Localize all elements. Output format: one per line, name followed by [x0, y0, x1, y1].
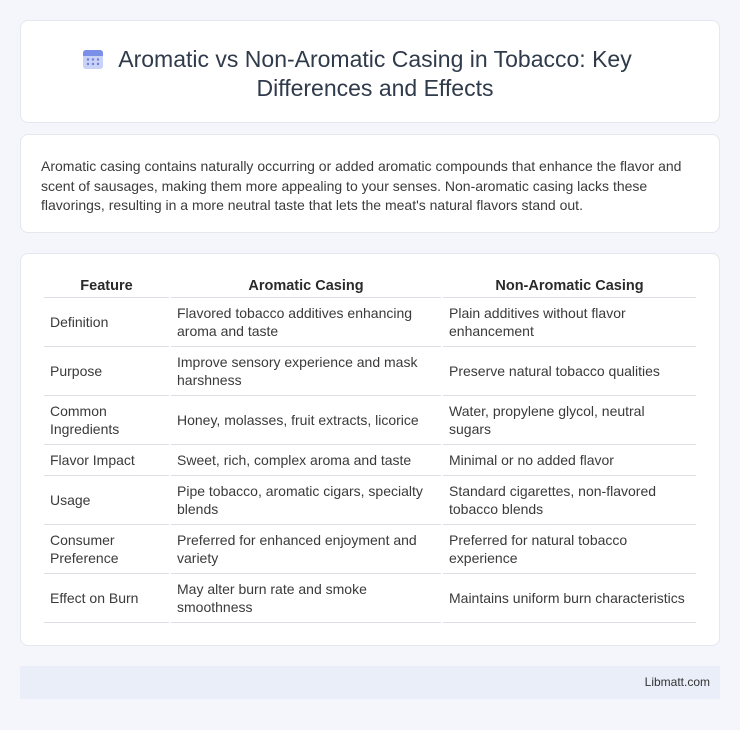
- cell-non-aromatic: Minimal or no added flavor: [443, 445, 696, 476]
- cell-feature: Usage: [44, 476, 169, 525]
- cell-feature: Definition: [44, 298, 169, 347]
- cell-feature: Flavor Impact: [44, 445, 169, 476]
- title-card: [20, 20, 720, 123]
- cell-feature: Purpose: [44, 347, 169, 396]
- cell-feature: Common Ingredients: [44, 396, 169, 445]
- header-feature: Feature: [44, 276, 169, 298]
- table-row: [44, 445, 696, 476]
- cell-non-aromatic: Preserve natural tobacco qualities: [443, 347, 696, 396]
- cell-non-aromatic: Maintains uniform burn characteristics: [443, 574, 696, 623]
- cell-feature: Consumer Preference: [44, 525, 169, 574]
- cell-feature: Effect on Burn: [44, 574, 169, 623]
- intro-card: [20, 134, 720, 233]
- cell-aromatic: Flavored tobacco additives enhancing aroma and taste: [171, 298, 441, 347]
- table-row: [44, 347, 696, 396]
- cell-non-aromatic: Preferred for natural tobacco experience: [443, 525, 696, 574]
- cell-non-aromatic: Plain additives without flavor enhancement: [443, 298, 696, 347]
- header-aromatic: Aromatic Casing: [171, 276, 441, 298]
- cell-aromatic: Honey, molasses, fruit extracts, licorice: [171, 396, 441, 445]
- cell-aromatic: Improve sensory experience and mask harshness: [171, 347, 441, 396]
- cell-aromatic: Pipe tobacco, aromatic cigars, specialty blends: [171, 476, 441, 525]
- page-title: Aromatic vs Non-Aromatic Casing in Tobacco: Key Differences and Effects: [118, 46, 632, 101]
- table-row: [44, 574, 696, 623]
- cell-aromatic: May alter burn rate and smoke smoothness: [171, 574, 441, 623]
- table-row: [44, 396, 696, 445]
- table-header-row: [44, 276, 696, 298]
- table-row: [44, 525, 696, 574]
- cell-non-aromatic: Water, propylene glycol, neutral sugars: [443, 396, 696, 445]
- intro-text: Aromatic casing contains naturally occurring or added aromatic compounds that enhance the flavor and scent of sausages, making them more appealing to your senses. Non-aromatic casing lacks these flavorings, resulting in a more neutral taste that lets the meat's natural flavors stand out.: [41, 158, 682, 213]
- comparison-table: [42, 276, 698, 623]
- comparison-card: [20, 253, 720, 646]
- footer: [20, 666, 720, 699]
- table-row: [44, 298, 696, 347]
- table-row: [44, 476, 696, 525]
- header-non-aromatic: Non-Aromatic Casing: [443, 276, 696, 298]
- cell-aromatic: Preferred for enhanced enjoyment and variety: [171, 525, 441, 574]
- cell-aromatic: Sweet, rich, complex aroma and taste: [171, 445, 441, 476]
- cell-non-aromatic: Standard cigarettes, non-flavored tobacco blends: [443, 476, 696, 525]
- footer-brand: Libmatt.com: [644, 675, 710, 689]
